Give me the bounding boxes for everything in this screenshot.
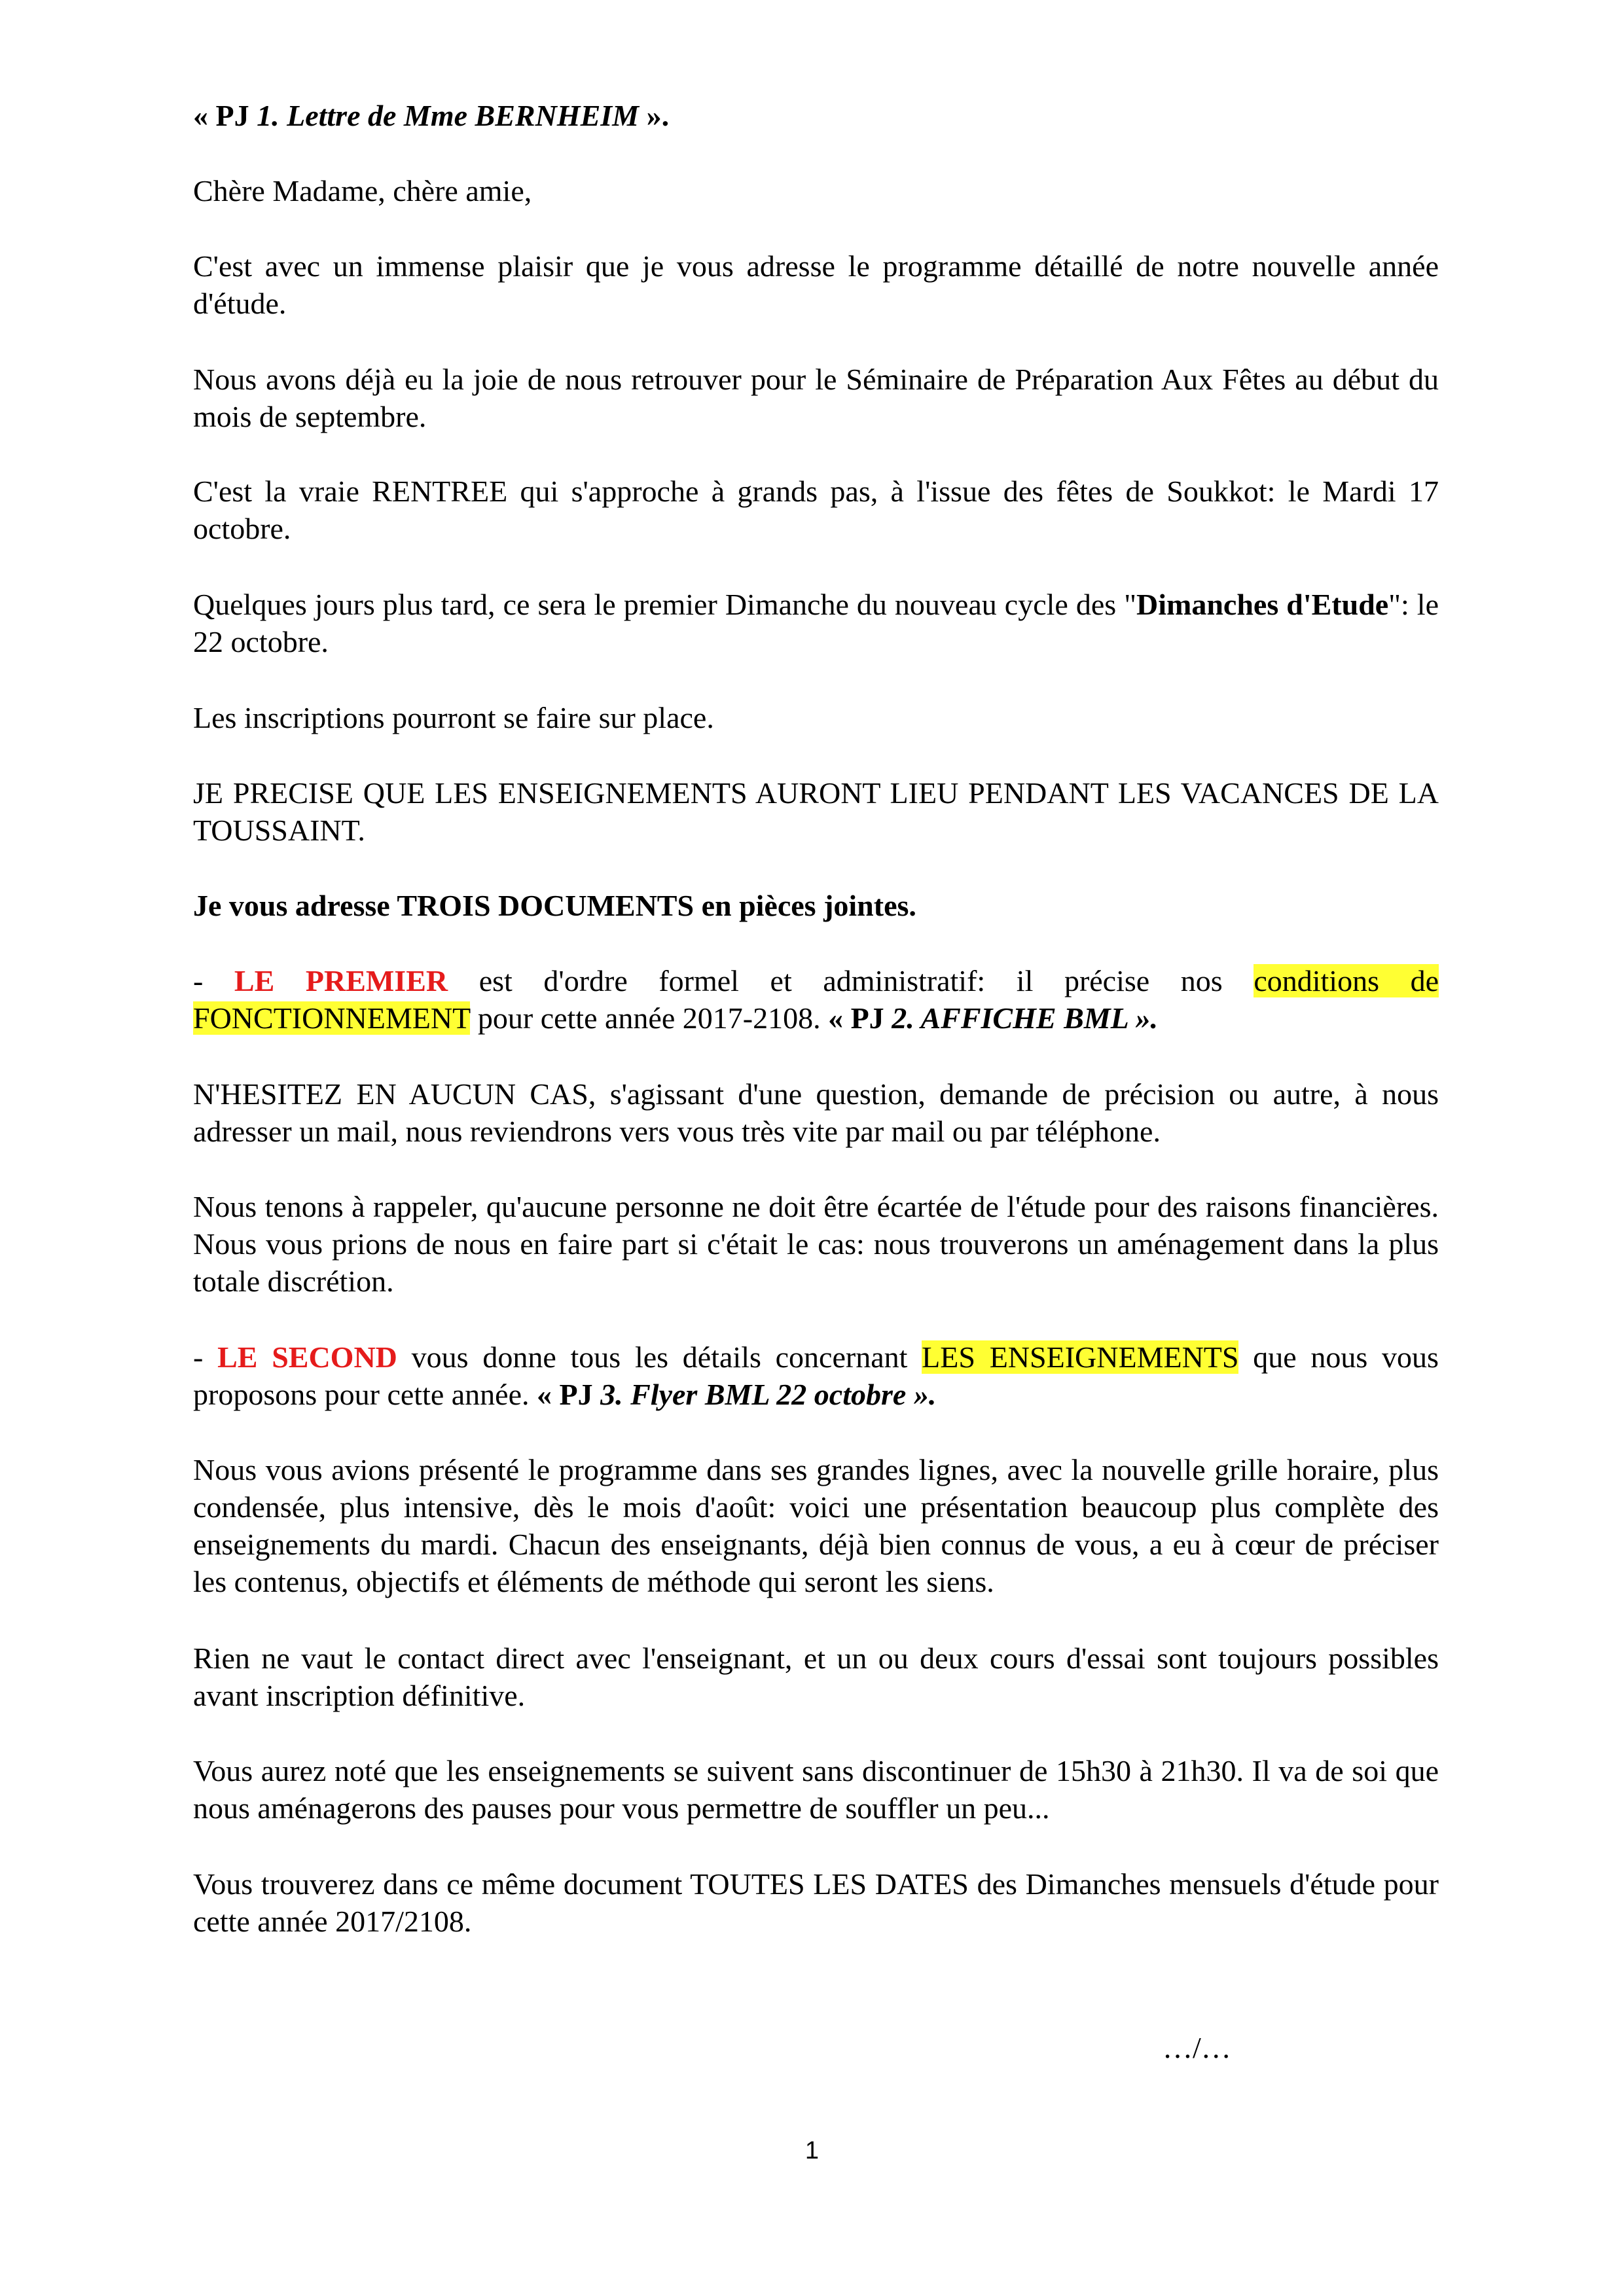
paragraph-first-document: - LE PREMIER est d'ordre formel et administratif: il précise nos conditions de FONCTIONNEMENT pour cette année 2017-2108. « PJ 2. AFFICHE BML ».: [193, 964, 1439, 1035]
paragraph-financial: Nous tenons à rappeler, qu'aucune personne ne doit être écartée de l'étude pour des raisons financières. Nous vous prions de nous en faire part si c'était le cas: nous trouverons un aménagement dans la plus totale discrétion.: [193, 1190, 1439, 1298]
attachment-header: « PJ 1. Lettre de Mme BERNHEIM ».: [193, 99, 670, 132]
paragraph-seminar: Nous avons déjà eu la joie de nous retrouver pour le Séminaire de Préparation Aux Fêtes au début du mois de septembre.: [193, 363, 1439, 433]
paragraph-essai: Rien ne vaut le contact direct avec l'enseignant, et un ou deux cours d'essai sont toujours possibles avant inscription définitive.: [193, 1641, 1439, 1712]
salutation: Chère Madame, chère amie,: [193, 174, 532, 207]
paragraph-intro: C'est avec un immense plaisir que je vous adresse le programme détaillé de notre nouvelle année d'étude.: [193, 249, 1439, 320]
paragraph-dimanches: Quelques jours plus tard, ce sera le premier Dimanche du nouveau cycle des "Dimanches d'Etude": le 22 octobre.: [193, 588, 1439, 658]
page-number: 1: [804, 2137, 820, 2164]
highlight-conditions: conditions de FONCTIONNEMENT: [193, 964, 1439, 1035]
paragraph-rentree: C'est la vraie RENTREE qui s'approche à grands pas, à l'issue des fêtes de Soukkot: le Mardi 17 octobre.: [193, 475, 1439, 545]
paragraph-programme: Nous vous avions présenté le programme dans ses grandes lignes, avec la nouvelle grille horaire, plus condensée, plus intensive, dès le mois d'août: voici une présentation beaucoup plus complète des enseignements du mardi. Chacun des enseignants, déjà bien connus de vous, a eu à cœur de préciser les contenus, objectifs et éléments de méthode qui seront les siens.: [193, 1453, 1439, 1598]
paragraph-horaires: Vous aurez noté que les enseignements se suivent sans discontinuer de 15h30 à 21h30. Il va de soi que nous aménagerons des pauses pour vous permettre de souffler un peu...: [193, 1754, 1439, 1825]
highlight-enseignements: LES ENSEIGNEMENTS: [922, 1340, 1239, 1374]
label-le-second: LE SECOND: [217, 1340, 397, 1374]
paragraph-contact: N'HESITEZ EN AUCUN CAS, s'agissant d'une question, demande de précision ou autre, à nous adresser un mail, nous reviendrons vers vous très vite par mail ou par téléphone.: [193, 1077, 1439, 1148]
paragraph-inscriptions: Les inscriptions pourront se faire sur place.: [193, 701, 714, 734]
continued-marker: …/…: [1163, 2031, 1231, 2064]
label-le-premier: LE PREMIER: [234, 964, 448, 997]
paragraph-three-documents: Je vous adresse TROIS DOCUMENTS en pièces jointes.: [193, 889, 916, 922]
paragraph-dates: Vous trouverez dans ce même document TOUTES LES DATES des Dimanches mensuels d'étude pour cette année 2017/2108.: [193, 1867, 1439, 1938]
paragraph-toussaint: JE PRECISE QUE LES ENSEIGNEMENTS AURONT LIEU PENDANT LES VACANCES DE LA TOUSSAINT.: [193, 776, 1439, 847]
paragraph-second-document: - LE SECOND vous donne tous les détails concernant LES ENSEIGNEMENTS que nous vous proposons pour cette année. « PJ 3. Flyer BML 22 octobre ».: [193, 1340, 1439, 1411]
